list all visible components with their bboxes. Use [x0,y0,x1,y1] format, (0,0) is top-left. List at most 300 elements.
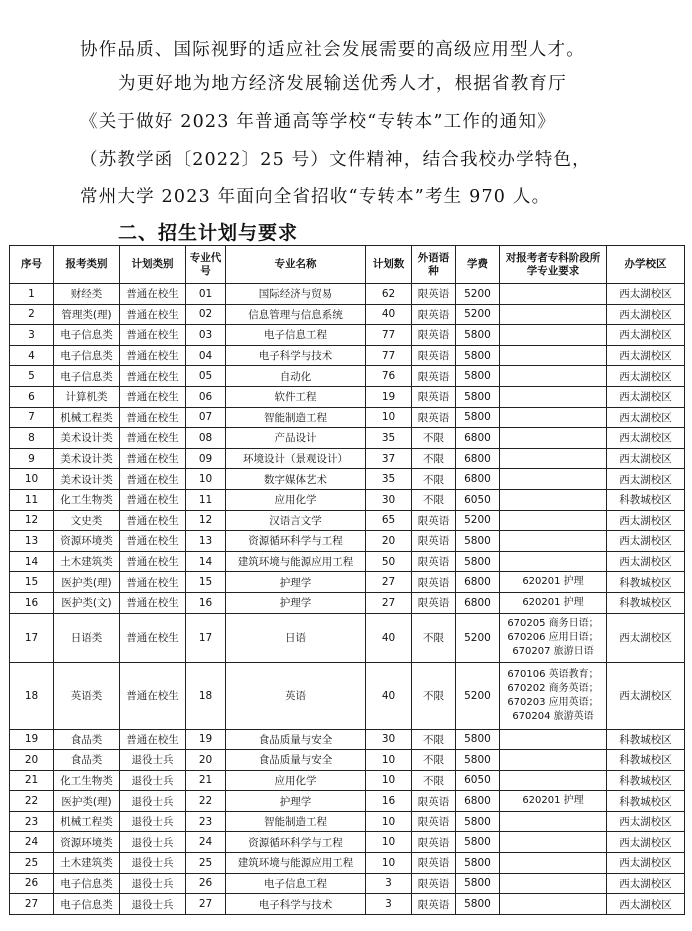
cell-major: 电子信息工程 [226,873,366,894]
cell-plan-type: 普通在校生 [120,510,186,531]
cell-plan-type: 普通在校生 [120,613,186,662]
table-row [10,811,685,832]
table-row [10,592,685,613]
cell-code: 12 [186,510,226,531]
cell-code: 04 [186,345,226,366]
cell-requirement: 670106 英语教育；670202 商务英语；670203 应用英语；670204 旅游英语 [500,662,607,729]
cell-no: 21 [10,770,54,791]
cell-count: 40 [366,613,412,662]
cell-major: 信息管理与信息系统 [226,304,366,325]
cell-plan-type: 普通在校生 [120,729,186,750]
cell-count: 10 [366,811,412,832]
cell-language: 限英语 [412,366,456,387]
cell-count: 35 [366,428,412,449]
cell-code: 17 [186,613,226,662]
cell-language: 不限 [412,729,456,750]
cell-code: 23 [186,811,226,832]
table-row [10,345,685,366]
cell-fee: 6050 [456,489,500,510]
cell-requirement [500,853,607,874]
table-row [10,729,685,750]
cell-fee: 5800 [456,729,500,750]
cell-major: 电子科学与技术 [226,345,366,366]
table-row [10,325,685,346]
cell-campus: 西太湖校区 [607,811,685,832]
cell-fee: 5200 [456,510,500,531]
cell-category: 英语类 [54,662,120,729]
cell-fee: 5800 [456,386,500,407]
header-language: 外语语种 [412,246,456,284]
table-row [10,366,685,387]
table-row [10,284,685,305]
cell-count: 10 [366,770,412,791]
cell-language: 不限 [412,750,456,771]
cell-major: 软件工程 [226,386,366,407]
cell-category: 日语类 [54,613,120,662]
cell-language: 限英语 [412,386,456,407]
cell-language: 限英语 [412,304,456,325]
cell-category: 计算机类 [54,386,120,407]
cell-major: 建筑环境与能源应用工程 [226,551,366,572]
cell-language: 限英语 [412,284,456,305]
table-row [10,873,685,894]
cell-fee: 5800 [456,832,500,853]
cell-category: 土木建筑类 [54,853,120,874]
cell-language: 限英语 [412,531,456,552]
cell-no: 23 [10,811,54,832]
cell-major: 产品设计 [226,428,366,449]
cell-requirement: 620201 护理 [500,572,607,593]
cell-requirement [500,345,607,366]
cell-code: 09 [186,448,226,469]
cell-category: 化工生物类 [54,489,120,510]
cell-plan-type: 普通在校生 [120,531,186,552]
cell-language: 限英语 [412,894,456,915]
cell-major: 资源循环科学与工程 [226,832,366,853]
cell-plan-type: 退役士兵 [120,853,186,874]
cell-campus: 西太湖校区 [607,407,685,428]
table-row [10,428,685,449]
cell-major: 护理学 [226,572,366,593]
cell-campus: 西太湖校区 [607,510,685,531]
cell-category: 化工生物类 [54,770,120,791]
cell-fee: 5800 [456,531,500,552]
cell-language: 限英语 [412,873,456,894]
cell-code: 25 [186,853,226,874]
cell-campus: 西太湖校区 [607,345,685,366]
cell-plan-type: 退役士兵 [120,750,186,771]
cell-campus: 西太湖校区 [607,386,685,407]
cell-major: 环境设计（景观设计） [226,448,366,469]
cell-plan-type: 普通在校生 [120,662,186,729]
cell-count: 3 [366,873,412,894]
cell-requirement [500,811,607,832]
cell-fee: 6800 [456,448,500,469]
cell-code: 01 [186,284,226,305]
cell-no: 11 [10,489,54,510]
header-code: 专业代号 [186,246,226,284]
cell-requirement [500,750,607,771]
cell-fee: 5800 [456,366,500,387]
cell-code: 16 [186,592,226,613]
cell-no: 14 [10,551,54,572]
cell-count: 3 [366,894,412,915]
cell-category: 医护类(理) [54,572,120,593]
cell-category: 资源环境类 [54,531,120,552]
cell-no: 12 [10,510,54,531]
cell-category: 电子信息类 [54,894,120,915]
cell-campus: 科教城校区 [607,791,685,812]
cell-language: 不限 [412,489,456,510]
cell-major: 智能制造工程 [226,407,366,428]
cell-major: 智能制造工程 [226,811,366,832]
cell-language: 不限 [412,428,456,449]
cell-count: 77 [366,345,412,366]
cell-fee: 5800 [456,811,500,832]
cell-code: 14 [186,551,226,572]
cell-major: 应用化学 [226,770,366,791]
cell-code: 07 [186,407,226,428]
cell-requirement [500,873,607,894]
cell-count: 30 [366,489,412,510]
cell-requirement [500,386,607,407]
cell-category: 土木建筑类 [54,551,120,572]
cell-category: 电子信息类 [54,873,120,894]
cell-language: 不限 [412,662,456,729]
cell-major: 资源循环科学与工程 [226,531,366,552]
cell-plan-type: 退役士兵 [120,791,186,812]
cell-plan-type: 退役士兵 [120,832,186,853]
cell-category: 机械工程类 [54,811,120,832]
cell-fee: 6050 [456,770,500,791]
cell-language: 限英语 [412,811,456,832]
table-row [10,407,685,428]
cell-campus: 西太湖校区 [607,366,685,387]
cell-no: 18 [10,662,54,729]
cell-campus: 西太湖校区 [607,662,685,729]
cell-plan-type: 普通在校生 [120,572,186,593]
cell-fee: 6800 [456,469,500,490]
cell-no: 26 [10,873,54,894]
header-no: 序号 [10,246,54,284]
table-row [10,832,685,853]
cell-no: 19 [10,729,54,750]
cell-campus: 西太湖校区 [607,428,685,449]
intro-paragraph-line-4: （苏教学函〔2022〕25 号）文件精神，结合我校办学特色， [80,150,591,170]
cell-fee: 5800 [456,325,500,346]
cell-fee: 6800 [456,428,500,449]
cell-campus: 西太湖校区 [607,284,685,305]
cell-plan-type: 普通在校生 [120,284,186,305]
cell-campus: 西太湖校区 [607,613,685,662]
cell-fee: 5800 [456,407,500,428]
cell-fee: 5200 [456,284,500,305]
cell-category: 电子信息类 [54,345,120,366]
cell-code: 18 [186,662,226,729]
cell-major: 建筑环境与能源应用工程 [226,853,366,874]
cell-no: 25 [10,853,54,874]
cell-category: 美术设计类 [54,469,120,490]
cell-requirement [500,366,607,387]
cell-no: 16 [10,592,54,613]
cell-plan-type: 普通在校生 [120,304,186,325]
cell-no: 17 [10,613,54,662]
cell-plan-type: 退役士兵 [120,811,186,832]
cell-plan-type: 普通在校生 [120,345,186,366]
cell-plan-type: 普通在校生 [120,386,186,407]
cell-plan-type: 退役士兵 [120,894,186,915]
cell-count: 65 [366,510,412,531]
cell-code: 06 [186,386,226,407]
cell-major: 护理学 [226,592,366,613]
cell-major: 食品质量与安全 [226,750,366,771]
cell-count: 30 [366,729,412,750]
table-row [10,662,685,729]
cell-category: 管理类(理) [54,304,120,325]
section-title: 二、招生计划与要求 [118,222,299,244]
cell-language: 限英语 [412,551,456,572]
cell-requirement [500,531,607,552]
header-campus: 办学校区 [607,246,685,284]
table-row [10,551,685,572]
cell-count: 62 [366,284,412,305]
cell-plan-type: 普通在校生 [120,325,186,346]
cell-category: 财经类 [54,284,120,305]
cell-campus: 西太湖校区 [607,531,685,552]
cell-no: 5 [10,366,54,387]
cell-language: 不限 [412,770,456,791]
cell-no: 8 [10,428,54,449]
cell-fee: 5800 [456,894,500,915]
cell-language: 限英语 [412,325,456,346]
cell-campus: 科教城校区 [607,489,685,510]
cell-plan-type: 普通在校生 [120,366,186,387]
table-row [10,853,685,874]
cell-category: 医护类(文) [54,592,120,613]
cell-category: 医护类(理) [54,791,120,812]
cell-plan-type: 普通在校生 [120,551,186,572]
header-plan-type: 计划类别 [120,246,186,284]
cell-count: 27 [366,592,412,613]
cell-count: 10 [366,407,412,428]
cell-fee: 5800 [456,551,500,572]
cell-count: 77 [366,325,412,346]
cell-category: 食品类 [54,750,120,771]
cell-code: 22 [186,791,226,812]
cell-requirement [500,428,607,449]
cell-plan-type: 普通在校生 [120,407,186,428]
cell-category: 文史类 [54,510,120,531]
cell-major: 日语 [226,613,366,662]
cell-campus: 西太湖校区 [607,325,685,346]
cell-requirement [500,510,607,531]
cell-requirement [500,551,607,572]
cell-requirement [500,489,607,510]
cell-count: 20 [366,531,412,552]
cell-code: 10 [186,469,226,490]
table-row [10,572,685,593]
cell-count: 19 [366,386,412,407]
enrollment-plan-table [9,245,685,915]
cell-major: 汉语言文学 [226,510,366,531]
table-row [10,894,685,915]
cell-code: 26 [186,873,226,894]
cell-language: 限英语 [412,572,456,593]
cell-requirement [500,729,607,750]
cell-language: 限英语 [412,407,456,428]
cell-language: 不限 [412,613,456,662]
cell-major: 食品质量与安全 [226,729,366,750]
cell-code: 03 [186,325,226,346]
cell-count: 10 [366,832,412,853]
cell-fee: 5800 [456,750,500,771]
header-fee: 学费 [456,246,500,284]
cell-language: 限英语 [412,345,456,366]
cell-campus: 西太湖校区 [607,853,685,874]
cell-category: 食品类 [54,729,120,750]
cell-code: 19 [186,729,226,750]
cell-code: 24 [186,832,226,853]
cell-campus: 科教城校区 [607,750,685,771]
cell-plan-type: 普通在校生 [120,469,186,490]
cell-requirement: 670205 商务日语；670206 应用日语；670207 旅游日语 [500,613,607,662]
cell-no: 9 [10,448,54,469]
cell-count: 76 [366,366,412,387]
table-row [10,386,685,407]
cell-category: 美术设计类 [54,428,120,449]
cell-no: 4 [10,345,54,366]
cell-code: 27 [186,894,226,915]
cell-code: 15 [186,572,226,593]
cell-no: 20 [10,750,54,771]
cell-no: 22 [10,791,54,812]
cell-requirement [500,448,607,469]
cell-code: 21 [186,770,226,791]
cell-major: 英语 [226,662,366,729]
cell-campus: 科教城校区 [607,729,685,750]
cell-fee: 5200 [456,662,500,729]
cell-plan-type: 普通在校生 [120,489,186,510]
cell-plan-type: 退役士兵 [120,770,186,791]
cell-code: 13 [186,531,226,552]
intro-paragraph-line-3: 《关于做好 2023 年普通高等学校“专转本”工作的通知》 [80,112,556,132]
cell-campus: 西太湖校区 [607,832,685,853]
cell-fee: 6800 [456,791,500,812]
cell-requirement [500,832,607,853]
cell-language: 限英语 [412,510,456,531]
cell-major: 应用化学 [226,489,366,510]
cell-fee: 6800 [456,592,500,613]
cell-no: 6 [10,386,54,407]
cell-campus: 西太湖校区 [607,894,685,915]
table-row [10,489,685,510]
cell-category: 资源环境类 [54,832,120,853]
cell-requirement [500,894,607,915]
table-row [10,304,685,325]
cell-requirement [500,407,607,428]
cell-campus: 西太湖校区 [607,448,685,469]
cell-code: 20 [186,750,226,771]
cell-campus: 科教城校区 [607,592,685,613]
cell-fee: 5800 [456,873,500,894]
cell-no: 3 [10,325,54,346]
cell-no: 27 [10,894,54,915]
cell-major: 护理学 [226,791,366,812]
table-row [10,791,685,812]
cell-count: 50 [366,551,412,572]
cell-count: 40 [366,662,412,729]
cell-fee: 6800 [456,572,500,593]
table-row [10,531,685,552]
cell-no: 1 [10,284,54,305]
cell-major: 数字媒体艺术 [226,469,366,490]
cell-campus: 西太湖校区 [607,873,685,894]
intro-paragraph-line-1: 协作品质、国际视野的适应社会发展需要的高级应用型人才。 [80,40,585,60]
header-category: 报考类别 [54,246,120,284]
table-row [10,750,685,771]
cell-fee: 5200 [456,613,500,662]
table-row [10,770,685,791]
cell-campus: 科教城校区 [607,572,685,593]
cell-count: 37 [366,448,412,469]
cell-code: 11 [186,489,226,510]
cell-requirement [500,284,607,305]
cell-plan-type: 普通在校生 [120,448,186,469]
cell-category: 机械工程类 [54,407,120,428]
cell-language: 不限 [412,448,456,469]
cell-no: 2 [10,304,54,325]
cell-count: 27 [366,572,412,593]
cell-count: 16 [366,791,412,812]
cell-requirement [500,770,607,791]
cell-code: 05 [186,366,226,387]
cell-language: 限英语 [412,791,456,812]
cell-no: 15 [10,572,54,593]
header-count: 计划数 [366,246,412,284]
cell-language: 限英语 [412,853,456,874]
cell-plan-type: 退役士兵 [120,873,186,894]
table-row [10,613,685,662]
cell-category: 电子信息类 [54,366,120,387]
cell-fee: 5800 [456,345,500,366]
cell-fee: 5200 [456,304,500,325]
cell-no: 24 [10,832,54,853]
cell-language: 不限 [412,469,456,490]
cell-code: 08 [186,428,226,449]
cell-category: 美术设计类 [54,448,120,469]
cell-major: 电子信息工程 [226,325,366,346]
intro-paragraph-line-2: 为更好地为地方经济发展输送优秀人才，根据省教育厅 [118,74,567,94]
cell-plan-type: 普通在校生 [120,428,186,449]
cell-requirement [500,304,607,325]
intro-paragraph-line-5: 常州大学 2023 年面向全省招收“专转本”考生 970 人。 [80,187,551,207]
cell-language: 限英语 [412,832,456,853]
table-header-row [10,246,685,284]
cell-campus: 西太湖校区 [607,304,685,325]
cell-major: 国际经济与贸易 [226,284,366,305]
cell-no: 7 [10,407,54,428]
cell-fee: 5800 [456,853,500,874]
cell-requirement [500,325,607,346]
cell-category: 电子信息类 [54,325,120,346]
cell-campus: 科教城校区 [607,770,685,791]
cell-campus: 西太湖校区 [607,551,685,572]
cell-campus: 西太湖校区 [607,469,685,490]
table-row [10,448,685,469]
table-row [10,510,685,531]
cell-major: 电子科学与技术 [226,894,366,915]
cell-count: 10 [366,750,412,771]
